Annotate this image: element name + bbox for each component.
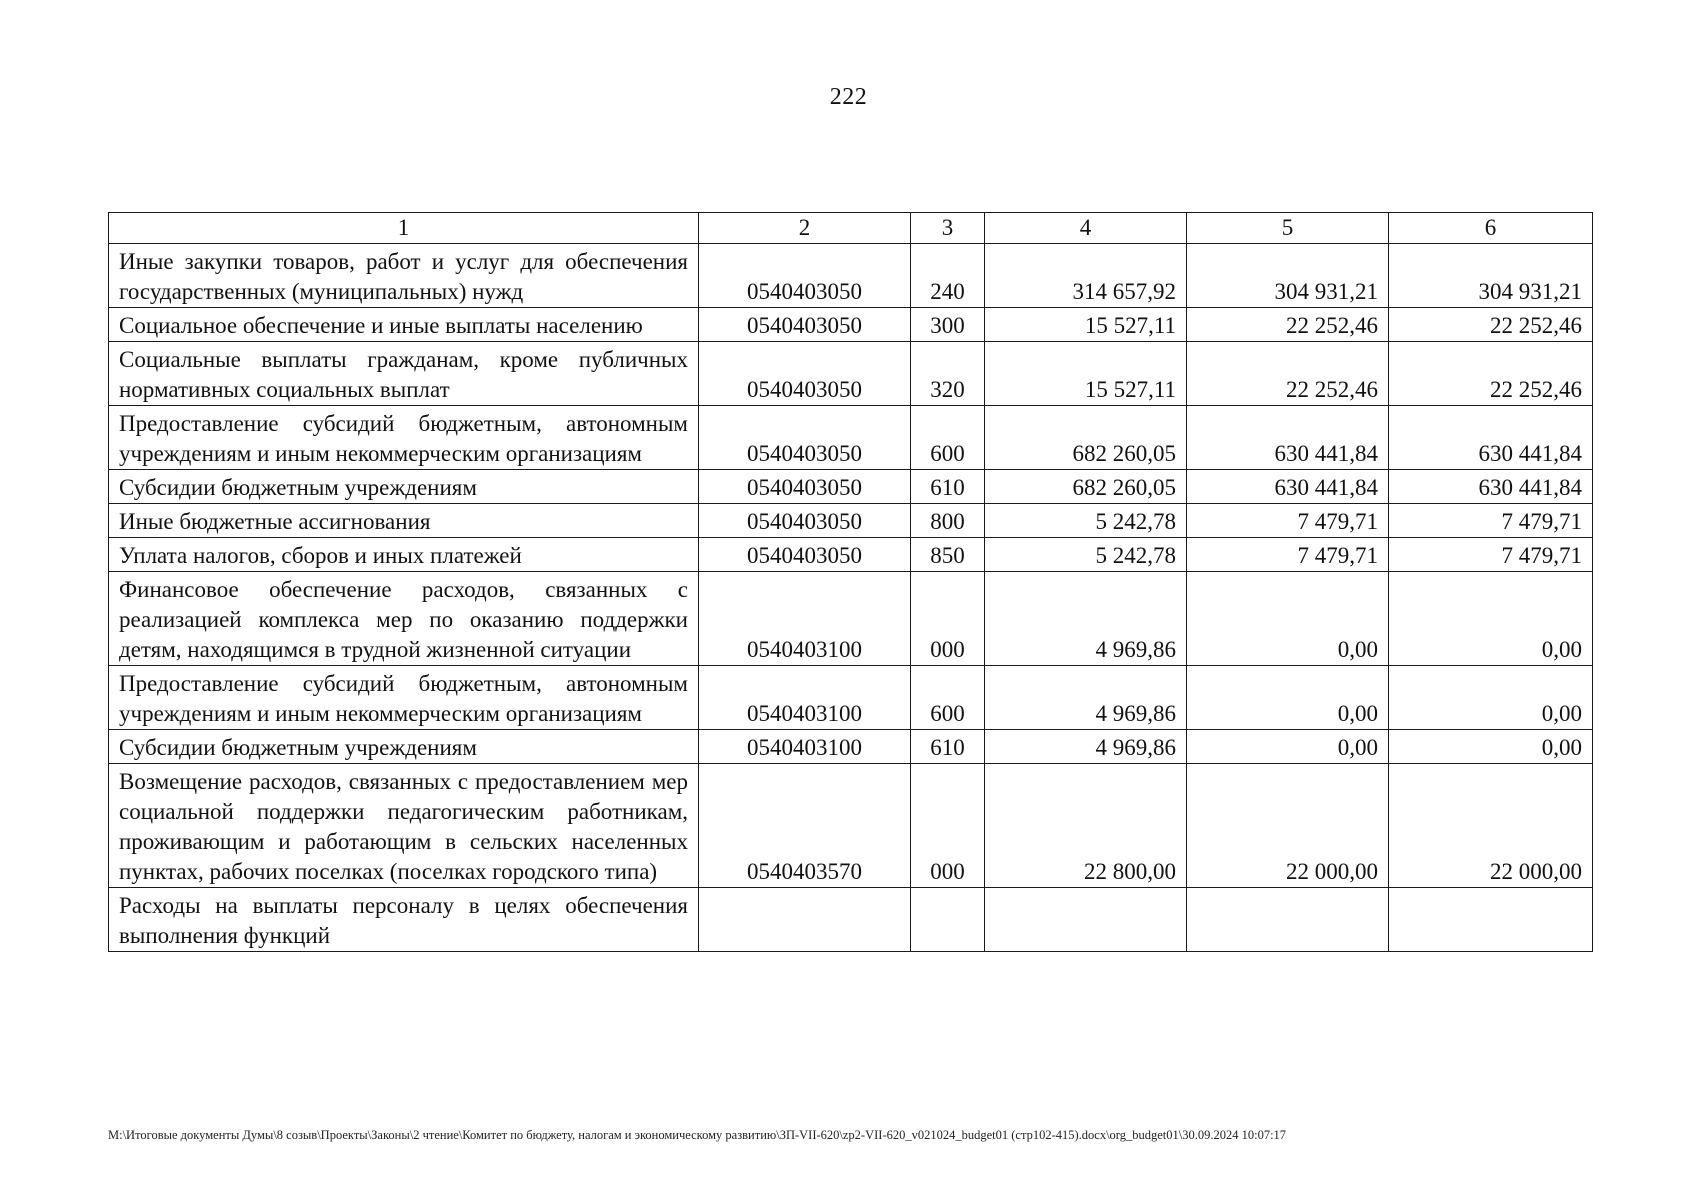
row-value-4: 15 527,11 [985,308,1187,342]
column-header: 3 [911,213,985,244]
table-row [109,244,1593,308]
row-value-6: 0,00 [1389,666,1593,730]
row-code: 0540403100 [699,666,911,730]
row-name: Возмещение расходов, связанных с предоставлением мер социальной поддержки педагогическим работникам, проживающим и работающим в сельских населенных пунктах, рабочих поселках (поселках городского типа) [109,764,699,888]
row-expense-type: 800 [911,504,985,538]
column-header: 5 [1187,213,1389,244]
row-value-4: 682 260,05 [985,470,1187,504]
row-name: Социальные выплаты гражданам, кроме публичных нормативных социальных выплат [109,342,699,406]
row-value-5: 304 931,21 [1187,244,1389,308]
row-expense-type: 610 [911,470,985,504]
row-value-5: 0,00 [1187,730,1389,764]
row-code: 0540403050 [699,342,911,406]
row-name: Субсидии бюджетным учреждениям [109,470,699,504]
row-value-6: 22 252,46 [1389,342,1593,406]
row-value-5: 22 252,46 [1187,342,1389,406]
row-value-6: 22 000,00 [1389,764,1593,888]
row-value-4: 5 242,78 [985,538,1187,572]
row-value-6: 0,00 [1389,730,1593,764]
row-name: Предоставление субсидий бюджетным, автономным учреждениям и иным некоммерческим организациям [109,406,699,470]
row-name: Иные бюджетные ассигнования [109,504,699,538]
table-row [109,406,1593,470]
row-name: Финансовое обеспечение расходов, связанных с реализацией комплекса мер по оказанию поддержки детям, находящимся в трудной жизненной ситуации [109,572,699,666]
row-value-6: 22 252,46 [1389,308,1593,342]
row-value-5: 0,00 [1187,666,1389,730]
row-code [699,888,911,952]
row-expense-type [911,888,985,952]
row-code: 0540403050 [699,470,911,504]
row-expense-type: 300 [911,308,985,342]
row-value-4: 314 657,92 [985,244,1187,308]
column-header: 6 [1389,213,1593,244]
table-header-row [109,213,1593,244]
row-value-6: 7 479,71 [1389,504,1593,538]
table-row [109,538,1593,572]
row-value-4 [985,888,1187,952]
row-value-5: 22 000,00 [1187,764,1389,888]
column-header: 2 [699,213,911,244]
row-value-4: 4 969,86 [985,730,1187,764]
table-row [109,666,1593,730]
row-value-5: 630 441,84 [1187,406,1389,470]
table-row [109,342,1593,406]
table-row [109,504,1593,538]
row-code: 0540403050 [699,244,911,308]
row-expense-type: 000 [911,572,985,666]
row-value-4: 4 969,86 [985,666,1187,730]
page-number: 222 [829,84,868,110]
row-value-6: 304 931,21 [1389,244,1593,308]
row-name: Социальное обеспечение и иные выплаты населению [109,308,699,342]
row-value-6 [1389,888,1593,952]
table-row [109,730,1593,764]
row-value-6: 7 479,71 [1389,538,1593,572]
row-code: 0540403100 [699,572,911,666]
column-header: 1 [109,213,699,244]
table-row [109,308,1593,342]
row-value-4: 22 800,00 [985,764,1187,888]
row-expense-type: 600 [911,666,985,730]
row-code: 0540403050 [699,538,911,572]
row-code: 0540403050 [699,406,911,470]
row-expense-type: 600 [911,406,985,470]
row-name: Иные закупки товаров, работ и услуг для обеспечения государственных (муниципальных) нужд [109,244,699,308]
table-row [109,888,1593,952]
row-expense-type: 000 [911,764,985,888]
row-value-4: 15 527,11 [985,342,1187,406]
row-name: Расходы на выплаты персоналу в целях обеспечения выполнения функций [109,888,699,952]
row-value-5: 7 479,71 [1187,504,1389,538]
table-row [109,572,1593,666]
row-name: Субсидии бюджетным учреждениям [109,730,699,764]
row-expense-type: 610 [911,730,985,764]
row-value-5 [1187,888,1389,952]
row-value-4: 4 969,86 [985,572,1187,666]
row-expense-type: 320 [911,342,985,406]
row-value-4: 682 260,05 [985,406,1187,470]
row-value-5: 22 252,46 [1187,308,1389,342]
row-expense-type: 240 [911,244,985,308]
column-header: 4 [985,213,1187,244]
row-value-5: 630 441,84 [1187,470,1389,504]
row-expense-type: 850 [911,538,985,572]
row-value-4: 5 242,78 [985,504,1187,538]
row-value-6: 0,00 [1389,572,1593,666]
row-name: Предоставление субсидий бюджетным, автономным учреждениям и иным некоммерческим организациям [109,666,699,730]
row-value-6: 630 441,84 [1389,470,1593,504]
table-row [109,764,1593,888]
row-value-6: 630 441,84 [1389,406,1593,470]
row-code: 0540403050 [699,504,911,538]
row-code: 0540403570 [699,764,911,888]
document-file-path: M:\Итоговые документы Думы\8 созыв\Проекты\Законы\2 чтение\Комитет по бюджету, налогам и экономическому развитию\ЗП-VII-620\zp2-VII-620_v021024_budget01 (стр102-415).docx\org_budget01\30.09.2024 10:07:17 [108,1128,1287,1142]
row-name: Уплата налогов, сборов и иных платежей [109,538,699,572]
row-value-5: 7 479,71 [1187,538,1389,572]
row-code: 0540403050 [699,308,911,342]
row-code: 0540403100 [699,730,911,764]
budget-table [108,212,1593,952]
row-value-5: 0,00 [1187,572,1389,666]
table-row [109,470,1593,504]
